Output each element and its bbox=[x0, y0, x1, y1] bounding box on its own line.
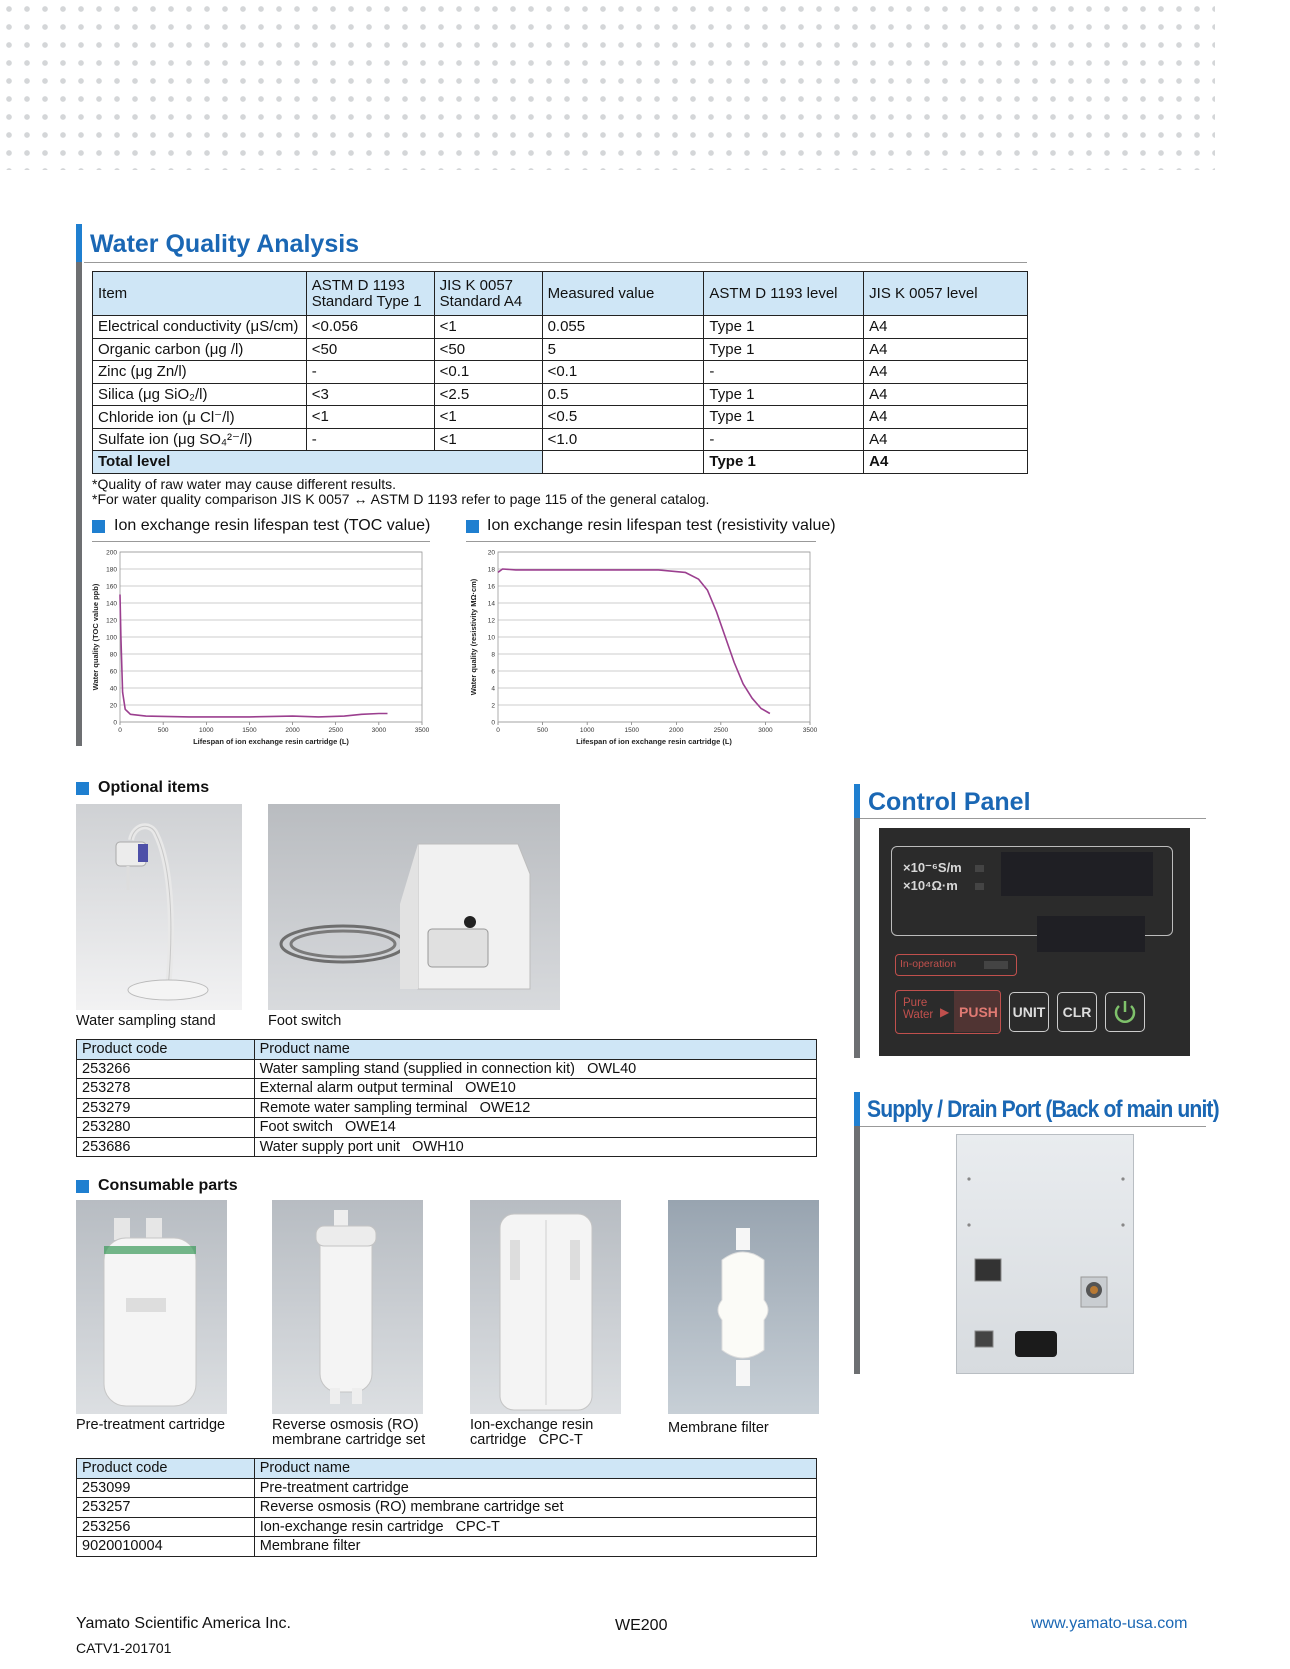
y-tick-label: 100 bbox=[106, 634, 117, 642]
cell: Type 1 bbox=[704, 406, 864, 429]
footer-website-link[interactable]: www.yamato-usa.com bbox=[1031, 1615, 1188, 1632]
sub-display bbox=[1037, 916, 1145, 952]
cell: 253257 bbox=[77, 1498, 255, 1518]
power-icon bbox=[1106, 993, 1144, 1031]
col-product-code: Product code bbox=[77, 1040, 255, 1060]
x-tick-label: 500 bbox=[537, 727, 549, 734]
table-row bbox=[93, 428, 1028, 451]
water-quality-table bbox=[92, 271, 1028, 474]
cell: <1 bbox=[306, 406, 434, 429]
optional-title: Optional items bbox=[98, 779, 210, 796]
x-tick-label: 3000 bbox=[758, 727, 773, 734]
y-tick-label: 2 bbox=[491, 702, 495, 710]
note-1: *Quality of raw water may cause different results. bbox=[92, 476, 396, 492]
cell: <0.5 bbox=[542, 406, 704, 429]
pure-water-label: Pure Water bbox=[903, 997, 934, 1021]
back-of-unit-image bbox=[956, 1134, 1134, 1374]
control-panel-title: Control Panel bbox=[868, 788, 1031, 816]
cell: 253278 bbox=[77, 1079, 255, 1099]
cell: 5 bbox=[542, 338, 704, 361]
table-row bbox=[77, 1478, 817, 1498]
table-row bbox=[93, 406, 1028, 429]
y-tick-label: 140 bbox=[106, 600, 117, 608]
section-accent-bar bbox=[854, 1092, 860, 1126]
chart1-rule bbox=[92, 541, 430, 542]
x-tick-label: 3000 bbox=[371, 727, 387, 734]
x-tick-label: 2500 bbox=[713, 727, 729, 734]
chart-bullet bbox=[92, 520, 105, 533]
col-astm-level: ASTM D 1193 level bbox=[704, 272, 864, 316]
cell: Organic carbon (μg /l) bbox=[93, 338, 307, 361]
unit-label-resistivity: ×10⁴Ω·m bbox=[903, 878, 958, 893]
cell: <1 bbox=[434, 316, 542, 339]
table-row bbox=[77, 1059, 817, 1079]
in-operation-led bbox=[984, 961, 1008, 969]
cell: Ion-exchange resin cartridge CPC-T bbox=[254, 1517, 816, 1537]
cell: Water sampling stand (supplied in connection kit) OWL40 bbox=[254, 1059, 816, 1079]
header-dot-pattern bbox=[0, 0, 1215, 170]
y-tick-label: 0 bbox=[113, 719, 117, 727]
cell: 253266 bbox=[77, 1059, 255, 1079]
section-side-bar bbox=[76, 262, 82, 746]
total-jis: A4 bbox=[864, 451, 1028, 474]
caption-pre-treatment: Pre-treatment cartridge bbox=[76, 1417, 226, 1433]
cell: - bbox=[704, 428, 864, 451]
chart-bullet bbox=[466, 520, 479, 533]
x-tick-label: 2500 bbox=[328, 727, 343, 734]
clr-button[interactable]: CLR bbox=[1057, 992, 1097, 1032]
y-tick-label: 12 bbox=[487, 617, 495, 625]
y-axis-label: Water quality (resistivity MΩ·cm) bbox=[469, 578, 478, 696]
x-tick-label: 1500 bbox=[242, 727, 257, 734]
table-row bbox=[77, 1118, 817, 1138]
cell: <50 bbox=[306, 338, 434, 361]
pre-treatment-cartridge-image bbox=[76, 1200, 227, 1414]
cell: Membrane filter bbox=[254, 1537, 816, 1557]
y-tick-label: 60 bbox=[109, 668, 117, 676]
y-tick-label: 18 bbox=[487, 566, 495, 574]
cell: 9020010004 bbox=[77, 1537, 255, 1557]
table-row bbox=[77, 1537, 817, 1557]
resistivity-chart bbox=[462, 548, 818, 748]
cell: 253280 bbox=[77, 1118, 255, 1138]
footer-model: WE200 bbox=[615, 1617, 668, 1634]
section-accent-bar bbox=[854, 784, 860, 818]
total-astm: Type 1 bbox=[704, 451, 864, 474]
series-line bbox=[498, 569, 770, 714]
control-panel-image bbox=[879, 828, 1190, 1056]
section-side-bar bbox=[854, 818, 860, 1058]
consumables-bullet bbox=[76, 1180, 89, 1193]
chart2-title: Ion exchange resin lifespan test (resistivity value) bbox=[487, 517, 836, 534]
table-row bbox=[77, 1517, 817, 1537]
in-operation-indicator bbox=[895, 954, 1017, 976]
col-astm-standard: ASTM D 1193 Standard Type 1 bbox=[306, 272, 434, 316]
membrane-filter-image bbox=[668, 1200, 819, 1414]
footer-catalog-code: CATV1-201701 bbox=[76, 1640, 172, 1656]
cell: Remote water sampling terminal OWE12 bbox=[254, 1098, 816, 1118]
col-jis-level: JIS K 0057 level bbox=[864, 272, 1028, 316]
cell: Chloride ion (μ Cl⁻/l) bbox=[93, 406, 307, 429]
play-arrow-icon: ▶ bbox=[940, 1005, 950, 1019]
x-tick-label: 0 bbox=[118, 727, 122, 734]
cell: - bbox=[306, 428, 434, 451]
cell: - bbox=[704, 361, 864, 384]
caption-membrane-filter: Membrane filter bbox=[668, 1420, 769, 1436]
col-jis-standard: JIS K 0057 Standard A4 bbox=[434, 272, 542, 316]
unit-led bbox=[975, 865, 984, 872]
total-label: Total level bbox=[93, 451, 543, 474]
x-tick-label: 2000 bbox=[669, 727, 684, 734]
y-tick-label: 120 bbox=[106, 617, 117, 625]
foot-switch-image bbox=[268, 804, 560, 1010]
ro-membrane-cartridge-image bbox=[272, 1200, 423, 1414]
y-tick-label: 160 bbox=[106, 583, 117, 591]
table-row bbox=[77, 1079, 817, 1099]
y-tick-label: 16 bbox=[487, 583, 495, 591]
x-tick-label: 3500 bbox=[802, 727, 818, 734]
cell: <1 bbox=[434, 428, 542, 451]
table-row bbox=[77, 1137, 817, 1157]
chart1-title: Ion exchange resin lifespan test (TOC value) bbox=[114, 517, 431, 534]
cell: A4 bbox=[864, 383, 1028, 406]
table-row bbox=[93, 338, 1028, 361]
cell: 0.055 bbox=[542, 316, 704, 339]
unit-label-conductivity: ×10⁻⁶S/m bbox=[903, 860, 962, 875]
push-label: PUSH bbox=[959, 1004, 998, 1020]
y-tick-label: 10 bbox=[487, 634, 495, 642]
table-row bbox=[77, 1098, 817, 1118]
water-sampling-stand-image bbox=[76, 804, 242, 1010]
cell: <2.5 bbox=[434, 383, 542, 406]
cell: <0.1 bbox=[434, 361, 542, 384]
cell: Zinc (μg Zn/l) bbox=[93, 361, 307, 384]
y-tick-label: 14 bbox=[487, 600, 495, 608]
cell bbox=[542, 451, 704, 474]
col-product-name: Product name bbox=[254, 1040, 816, 1060]
cell: Silica (μg SiO₂/l) bbox=[93, 383, 307, 406]
cell: Type 1 bbox=[704, 338, 864, 361]
cell: Sulfate ion (μg SO₄²⁻/l) bbox=[93, 428, 307, 451]
x-axis-label: Lifespan of ion exchange resin cartridge (L) bbox=[576, 737, 732, 746]
chart2-rule bbox=[466, 541, 816, 542]
caption-ion-exchange: Ion-exchange resin cartridge CPC-T bbox=[470, 1417, 594, 1448]
x-tick-label: 2000 bbox=[285, 727, 300, 734]
unit-button[interactable]: UNIT bbox=[1009, 992, 1049, 1032]
cell: <50 bbox=[434, 338, 542, 361]
cell: A4 bbox=[864, 361, 1028, 384]
supply-drain-title: Supply / Drain Port (Back of main unit) bbox=[867, 1096, 1219, 1123]
section-side-bar bbox=[854, 1126, 860, 1374]
cell: Type 1 bbox=[704, 383, 864, 406]
footer-company: Yamato Scientific America Inc. bbox=[76, 1615, 291, 1632]
y-tick-label: 20 bbox=[109, 702, 117, 710]
consumables-table bbox=[76, 1458, 817, 1557]
table-header-row bbox=[93, 272, 1028, 316]
caption-ro-cartridge: Reverse osmosis (RO) membrane cartridge set bbox=[272, 1417, 426, 1448]
y-tick-label: 0 bbox=[491, 719, 495, 727]
caption-water-sampling-stand: Water sampling stand bbox=[76, 1013, 216, 1029]
y-tick-label: 6 bbox=[491, 668, 495, 676]
in-operation-label: In-operation bbox=[900, 958, 957, 970]
cell: <0.1 bbox=[542, 361, 704, 384]
col-measured: Measured value bbox=[542, 272, 704, 316]
cell: Pre-treatment cartridge bbox=[254, 1478, 816, 1498]
table-header-row bbox=[77, 1040, 817, 1060]
ion-exchange-cartridge-image bbox=[470, 1200, 621, 1414]
cell: Water supply port unit OWH10 bbox=[254, 1137, 816, 1157]
cell: A4 bbox=[864, 428, 1028, 451]
table-row bbox=[77, 1498, 817, 1518]
y-tick-label: 20 bbox=[487, 549, 495, 557]
section-accent-bar bbox=[76, 224, 82, 262]
note-2: *For water quality comparison JIS K 0057 ↔ ASTM D 1193 refer to page 115 of the general catalog. bbox=[92, 491, 710, 507]
cell: 253279 bbox=[77, 1098, 255, 1118]
y-tick-label: 4 bbox=[491, 685, 495, 693]
series-line bbox=[120, 595, 388, 717]
total-row bbox=[93, 451, 1028, 474]
cell: Type 1 bbox=[704, 316, 864, 339]
caption-foot-switch: Foot switch bbox=[268, 1013, 342, 1029]
cell: <1.0 bbox=[542, 428, 704, 451]
col-item: Item bbox=[93, 272, 307, 316]
x-tick-label: 1000 bbox=[579, 727, 595, 734]
water-quality-title: Water Quality Analysis bbox=[90, 230, 360, 258]
table-row bbox=[93, 316, 1028, 339]
cell: <1 bbox=[434, 406, 542, 429]
power-button[interactable] bbox=[1105, 992, 1145, 1032]
table-row bbox=[93, 383, 1028, 406]
cell: Reverse osmosis (RO) membrane cartridge set bbox=[254, 1498, 816, 1518]
title-rule bbox=[84, 262, 1027, 263]
y-tick-label: 200 bbox=[106, 549, 117, 557]
x-tick-label: 500 bbox=[157, 727, 169, 734]
x-tick-label: 1000 bbox=[199, 727, 214, 734]
cell: Electrical conductivity (μS/cm) bbox=[93, 316, 307, 339]
unit-led bbox=[975, 883, 984, 890]
title-rule bbox=[860, 818, 1206, 819]
main-display bbox=[1001, 852, 1153, 896]
pure-water-push-button[interactable] bbox=[895, 990, 1001, 1034]
cell: Foot switch OWE14 bbox=[254, 1118, 816, 1138]
cell: A4 bbox=[864, 316, 1028, 339]
cell: <3 bbox=[306, 383, 434, 406]
table-header-row bbox=[77, 1459, 817, 1479]
y-tick-label: 180 bbox=[106, 566, 117, 574]
cell: A4 bbox=[864, 338, 1028, 361]
cell: <0.056 bbox=[306, 316, 434, 339]
cell: 253686 bbox=[77, 1137, 255, 1157]
cell: 0.5 bbox=[542, 383, 704, 406]
cell: 253099 bbox=[77, 1478, 255, 1498]
x-tick-label: 0 bbox=[496, 727, 500, 734]
y-tick-label: 40 bbox=[109, 685, 117, 693]
cell: External alarm output terminal OWE10 bbox=[254, 1079, 816, 1099]
y-axis-label: Water quality (TOC value ppb) bbox=[91, 583, 100, 691]
x-tick-label: 1500 bbox=[624, 727, 639, 734]
consumables-title: Consumable parts bbox=[98, 1177, 238, 1194]
y-tick-label: 8 bbox=[491, 651, 495, 659]
x-tick-label: 3500 bbox=[414, 727, 430, 734]
table-row bbox=[93, 361, 1028, 384]
optional-items-table bbox=[76, 1039, 817, 1157]
cell: 253256 bbox=[77, 1517, 255, 1537]
col-product-name: Product name bbox=[254, 1459, 816, 1479]
col-product-code: Product code bbox=[77, 1459, 255, 1479]
cell: - bbox=[306, 361, 434, 384]
toc-chart bbox=[86, 548, 430, 748]
x-axis-label: Lifespan of ion exchange resin cartridge (L) bbox=[193, 737, 349, 746]
title-rule bbox=[860, 1126, 1206, 1127]
cell: A4 bbox=[864, 406, 1028, 429]
optional-bullet bbox=[76, 782, 89, 795]
y-tick-label: 80 bbox=[109, 651, 117, 659]
